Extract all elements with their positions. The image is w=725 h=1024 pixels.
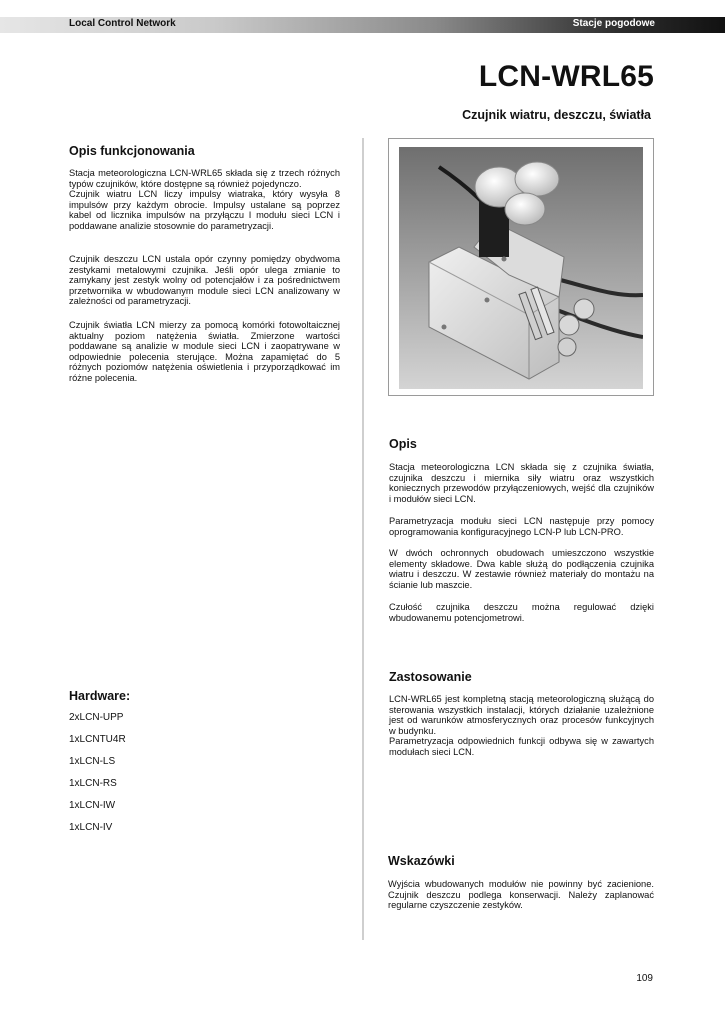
page-number: 109 — [636, 973, 653, 984]
zastosowanie-paragraph: LCN-WRL65 jest kompletną stacją meteorologiczną służącą do sterowania wszystkich instalacji, których działanie uzależnione jest od warunków atmosferycznych oraz procesów funkcyjnych w budynku. Parametryzacja odpowiednich funkcji odbywa się w zawartych modułach sieci LCN. — [389, 694, 654, 757]
opis-paragraph-4: Czułość czujnika deszczu można regulować dzięki wbudowanemu potencjometrowi. — [389, 602, 654, 623]
hardware-heading: Hardware: — [69, 689, 131, 703]
wskazowki-heading: Wskazówki — [388, 854, 455, 868]
page-subtitle: Czujnik wiatru, deszczu, światła — [462, 108, 651, 122]
hardware-item: 1xLCNTU4R — [69, 734, 126, 745]
hardware-item: 1xLCN-RS — [69, 778, 117, 789]
header-left-text: Local Control Network — [69, 18, 176, 29]
page-title: LCN-WRL65 — [478, 60, 654, 93]
weather-station-illustration — [399, 147, 643, 389]
hardware-list — [69, 712, 126, 844]
hardware-item: 1xLCN-LS — [69, 756, 116, 767]
opis-paragraph-2: Parametryzacja modułu sieci LCN następuje przy pomocy oprogramowania konfiguracyjnego LCN-P lub LCN-PRO. — [389, 516, 654, 537]
wskazowki-paragraph: Wyjścia wbudowanych modułów nie powinny być zacienione. Czujnik deszczu podlega konserwacji. Należy zaplanować regularne czyszczenie zestyków. — [388, 879, 654, 910]
opis-funkcjonowania-paragraph-3: Czujnik światła LCN mierzy za pomocą komórki fotowoltaicznej aktualny poziom natężenia światła. Zmierzone wartości poddawane są analizie w module sieci LCN i zaopatrywane w odpowiednie polecenia sterujące. Można zapamiętać do 5 różnych poziomów natężenia oświetlenia i przyporządkować im różne polecenia. — [69, 320, 340, 383]
header-right-text: Stacje pogodowe — [572, 18, 655, 29]
hardware-item: 1xLCN-IV — [69, 822, 113, 833]
product-photo — [388, 138, 654, 396]
opis-funkcjonowania-heading: Opis funkcjonowania — [69, 144, 195, 158]
zastosowanie-heading: Zastosowanie — [389, 670, 472, 684]
opis-paragraph-3: W dwóch ochronnych obudowach umieszczono wszystkie elementy składowe. Dwa kable służą do podłączenia czujnika wiatru i deszczu. W zestawie również materiały do montażu na ścianie lub maszcie. — [389, 548, 654, 590]
opis-heading: Opis — [389, 437, 417, 451]
hardware-item: 2xLCN-UPP — [69, 712, 124, 723]
header-bar — [0, 17, 725, 33]
opis-funkcjonowania-paragraph-1: Stacja meteorologiczna LCN-WRL65 składa się z trzech różnych typów czujników, które dostępne są również pojedynczo. Czujnik wiatru LCN liczy impulsy wiatraka, który wysyła 8 impulsów przy każdym obrocie. Impulsy ustalane są poprzez kabel od licznika impulsów na przyłączu I modułu sieci LCN i poddawane analizie stosownie do parametryzacji. — [69, 168, 340, 231]
opis-paragraph-1: Stacja meteorologiczna LCN składa się z czujnika światła, czujnika deszczu i miernika siły wiatru oraz wszystkich koniecznych przewodów przyłączeniowych, wejść dla czujników i modułów sieci LCN. — [389, 462, 654, 504]
opis-funkcjonowania-paragraph-2: Czujnik deszczu LCN ustala opór czynny pomiędzy obydwoma zestykami metalowymi czujnika. Jeśli opór ulega zmianie to zamykany jest zestyk wolny od potencjałów i za pośrednictwem przetwornika w wbudowanym module sieci LCN analizowany w zależności od parametryzacji. — [69, 254, 340, 306]
column-divider — [362, 138, 364, 940]
hardware-item: 1xLCN-IW — [69, 800, 116, 811]
